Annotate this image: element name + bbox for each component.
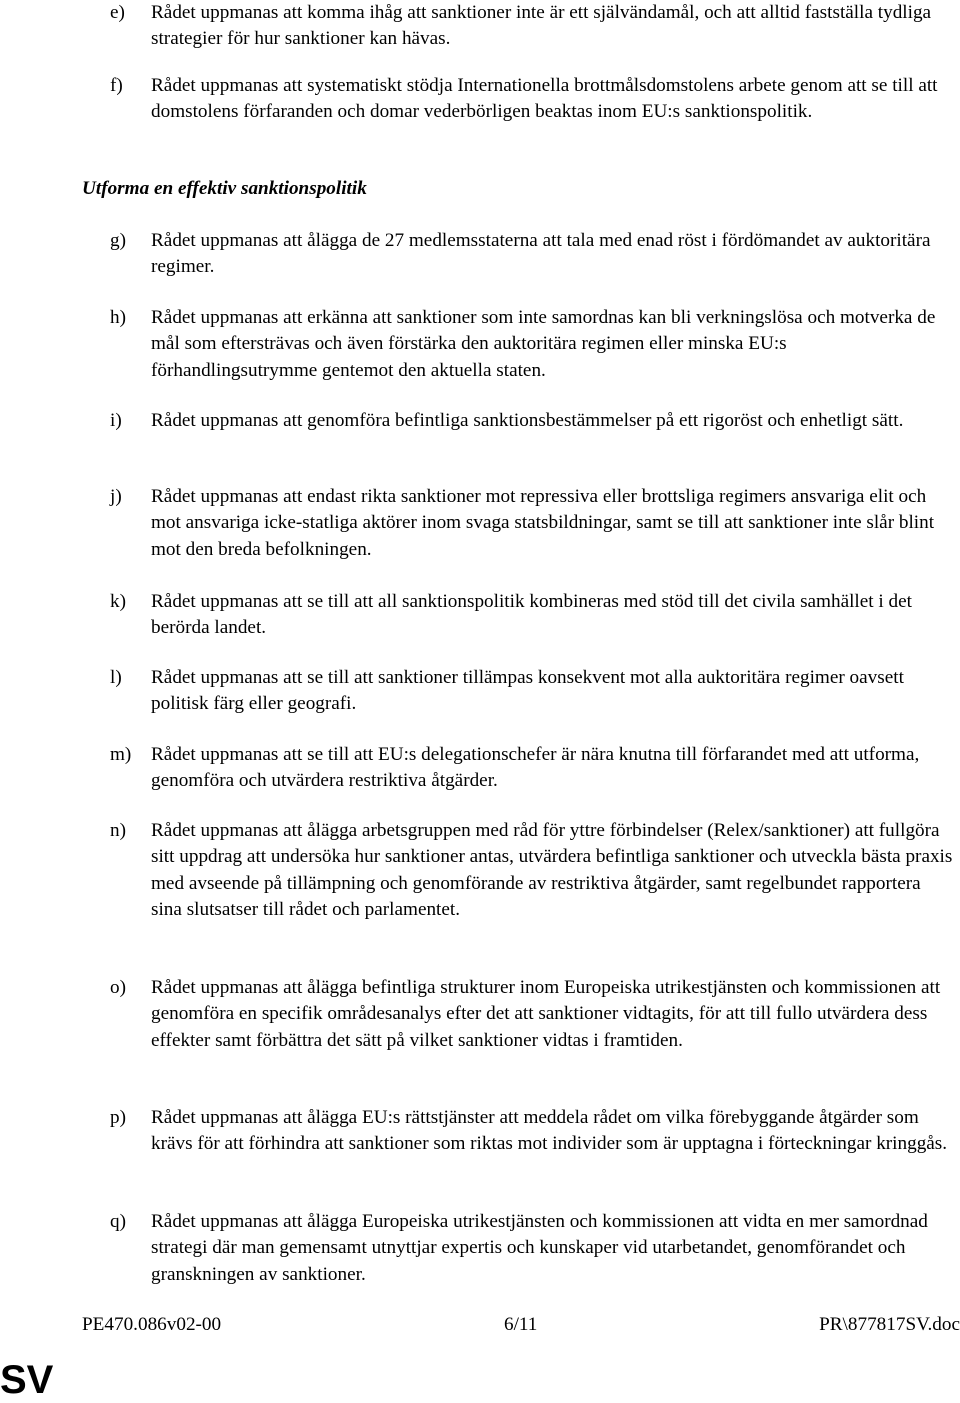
list-marker: f) xyxy=(110,75,123,96)
list-item-text: Rådet uppmanas att ålägga EU:s rättstjänster att meddela rådet om vilka förebyggande åtgärder som krävs för att förhindra att sanktioner som riktas mot individer som är upptagna i förteckningar kringgås. xyxy=(151,1107,948,1155)
list-item-text: Rådet uppmanas att ålägga de 27 medlemsstaterna att tala med enad röst i fördömandet av auktoritära regimer. xyxy=(151,230,931,278)
list-item-q xyxy=(110,1209,955,1288)
list-marker: n) xyxy=(110,820,126,841)
list-item-text: Rådet uppmanas att ålägga arbetsgruppen med råd för yttre förbindelser (Relex/sanktioner) att fullgöra sitt uppdrag att undersöka hur sanktioner antas, utvärdera befintliga sanktioner och utveckla bästa praxis med avseende på tillämpning och genomförande av restriktiva åtgärder, samt regelbundet rapportera sina slutsatser till rådet och parlamentet. xyxy=(151,820,953,920)
list-item-text: Rådet uppmanas att erkänna att sanktioner som inte samordnas kan bli verkningslösa och motverka de mål som eftersträvas och även förstärka den auktoritära regimen eller minska EU:s förhandlingsutrymme gentemot den aktuella staten. xyxy=(151,307,936,381)
list-marker: p) xyxy=(110,1107,126,1128)
page-number: 6/11 xyxy=(504,1314,538,1335)
section-heading: Utforma en effektiv sanktionspolitik xyxy=(82,178,367,199)
list-item-text: Rådet uppmanas att se till att EU:s delegationschefer är nära knutna till förfarandet med att utforma, genomföra och utvärdera restriktiva åtgärder. xyxy=(151,744,920,792)
list-item-text: Rådet uppmanas att endast rikta sanktioner mot repressiva eller brottsliga regimers ansvariga elit och mot ansvariga icke-statliga aktörer inom svaga statsbildningar, samt se till att sanktioner inte slår blint mot den breda befolkningen. xyxy=(151,486,935,560)
language-code: SV xyxy=(0,1358,54,1402)
list-item-text: Rådet uppmanas att komma ihåg att sanktioner inte är ett självändamål, och att alltid fastställa tydliga strategier för hur sanktioner kan hävas. xyxy=(151,2,932,50)
list-marker: q) xyxy=(110,1211,126,1232)
list-item-text: Rådet uppmanas att ålägga befintliga strukturer inom Europeiska utrikestjänsten och kommissionen att genomföra en specifik områdesanalys efter det att sanktioner vidtagits, för att till fullo utvärdera dess effekter samt förbättra det sätt på vilket sanktioner vidtas i framtiden. xyxy=(151,977,941,1051)
list-marker: m) xyxy=(110,744,132,765)
list-item-e xyxy=(110,0,955,53)
list-item-text: Rådet uppmanas att ålägga Europeiska utrikestjänsten och kommissionen att vidta en mer samordnad strategi där man gemensamt utnyttjar expertis och kunskaper vid utarbetandet, genomförandet och granskningen av sanktioner. xyxy=(151,1211,928,1285)
list-item-i xyxy=(110,408,955,434)
file-name: PR\877817SV.doc xyxy=(819,1314,960,1335)
list-item-k xyxy=(110,589,955,642)
list-item-g xyxy=(110,228,955,281)
list-item-p xyxy=(110,1105,955,1158)
list-marker: e) xyxy=(110,2,125,23)
page-footer xyxy=(82,1312,960,1338)
list-marker: k) xyxy=(110,591,126,612)
list-item-text: Rådet uppmanas att se till att all sanktionspolitik kombineras med stöd till det civila samhället i det berörda landet. xyxy=(151,591,912,639)
list-item-l xyxy=(110,665,955,718)
list-item-h xyxy=(110,305,955,384)
list-item-text: Rådet uppmanas att genomföra befintliga sanktionsbestämmelser på ett rigoröst och enhetligt sätt. xyxy=(151,410,904,431)
list-item-m xyxy=(110,742,955,795)
list-marker: l) xyxy=(110,667,122,688)
list-item-text: Rådet uppmanas att systematiskt stödja Internationella brottmålsdomstolens arbete genom att se till att domstolens förfaranden och domar vederbörligen beaktas inom EU:s sanktionspolitik. xyxy=(151,75,938,123)
list-item-o xyxy=(110,975,955,1054)
list-marker: o) xyxy=(110,977,126,998)
list-marker: g) xyxy=(110,230,126,251)
list-item-n xyxy=(110,818,955,923)
list-marker: h) xyxy=(110,307,126,328)
list-marker: j) xyxy=(110,486,122,507)
list-item-f xyxy=(110,73,955,126)
document-reference: PE470.086v02-00 xyxy=(82,1314,222,1335)
list-item-text: Rådet uppmanas att se till att sanktioner tillämpas konsekvent mot alla auktoritära regimer oavsett politisk färg eller geografi. xyxy=(151,667,904,715)
list-item-j xyxy=(110,484,955,563)
list-marker: i) xyxy=(110,410,122,431)
